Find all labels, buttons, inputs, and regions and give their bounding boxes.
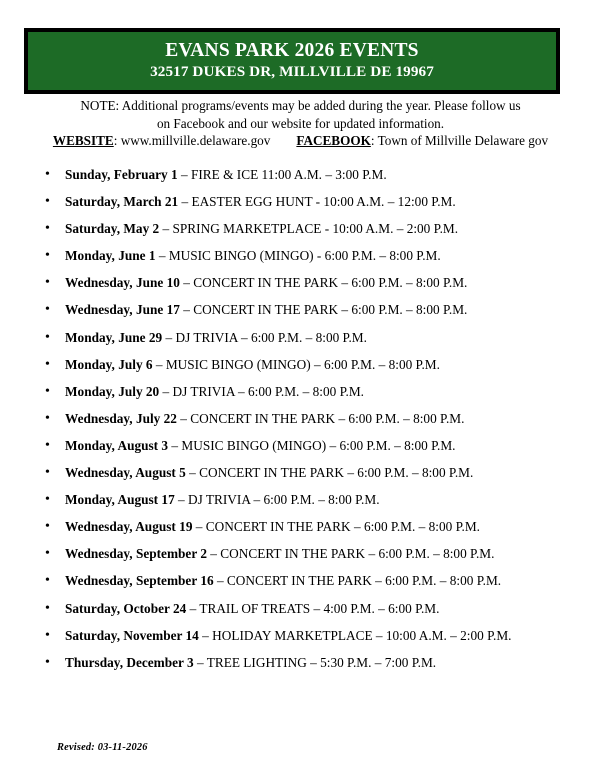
event-list-item <box>0 432 601 459</box>
event-list-item <box>0 215 601 242</box>
bullet-icon: • <box>45 275 50 291</box>
event-list-item <box>0 405 601 432</box>
event-date: Monday, July 20 <box>65 383 160 399</box>
event-description: – EASTER EGG HUNT - 10:00 A.M. – 12:00 P.M. <box>178 194 456 210</box>
event-list-item <box>0 378 601 405</box>
event-description: – FIRE & ICE 11:00 A.M. – 3:00 P.M. <box>177 167 387 182</box>
bullet-icon: • <box>45 248 50 264</box>
event-date: Monday, June 29 <box>65 329 163 345</box>
event-description: – CONCERT IN THE PARK – 6:00 P.M. – 8:00 P.M. <box>176 410 465 426</box>
event-date: Monday, August 3 <box>65 437 169 453</box>
bullet-icon: • <box>45 302 50 318</box>
bullet-icon: • <box>45 465 50 481</box>
event-description: – DJ TRIVIA – 6:00 P.M. – 8:00 P.M. <box>162 329 367 345</box>
event-description: – DJ TRIVIA – 6:00 P.M. – 8:00 P.M. <box>174 492 380 508</box>
event-list-item <box>0 622 601 649</box>
website-separator: : <box>113 133 121 148</box>
event-date: Monday, June 1 <box>65 248 156 264</box>
event-list-item <box>0 595 601 622</box>
event-list-item <box>0 540 601 567</box>
bullet-icon: • <box>45 221 50 237</box>
event-list-item <box>0 269 601 296</box>
page-title: EVANS PARK 2026 EVENTS <box>165 40 419 61</box>
facebook-value[interactable]: Town of Millville Delaware gov <box>377 133 549 148</box>
bullet-icon: • <box>45 546 50 562</box>
event-date: Saturday, October 24 <box>65 600 187 616</box>
page-subtitle-address: 32517 DUKES DR, MILLVILLE DE 19967 <box>150 63 434 80</box>
website-value[interactable]: www.millville.delaware.gov <box>120 133 271 148</box>
event-date: Saturday, May 2 <box>65 221 160 237</box>
event-description: – SPRING MARKETPLACE - 10:00 A.M. – 2:00 P.M. <box>159 221 459 237</box>
note-line-2: on Facebook and our website for updated information. <box>156 115 445 131</box>
note-block <box>18 97 583 150</box>
event-list-item <box>0 242 601 269</box>
event-list-item <box>0 486 601 513</box>
contact-line <box>18 132 583 150</box>
bullet-icon: • <box>45 519 50 535</box>
event-date: Thursday, December 3 <box>65 654 194 670</box>
bullet-icon: • <box>45 167 50 182</box>
event-date: Wednesday, June 17 <box>65 302 180 318</box>
event-list-item <box>0 513 601 540</box>
note-line-1: NOTE: Additional programs/events may be added during the year. Please follow us <box>80 98 521 113</box>
event-list-item <box>0 296 601 323</box>
event-description: – CONCERT IN THE PARK – 6:00 P.M. – 8:00 P.M. <box>185 465 474 481</box>
event-date: Wednesday, August 5 <box>65 465 186 481</box>
bullet-icon: • <box>45 437 50 453</box>
event-description: – CONCERT IN THE PARK – 6:00 P.M. – 8:00 P.M. <box>179 275 468 291</box>
event-date: Wednesday, June 10 <box>65 275 180 291</box>
event-list-item <box>0 459 601 486</box>
header-banner <box>24 28 560 94</box>
event-list-item <box>0 649 601 676</box>
bullet-icon: • <box>45 194 50 210</box>
bullet-icon: • <box>45 627 50 643</box>
event-date: Sunday, February 1 <box>65 167 178 182</box>
event-date: Wednesday, September 2 <box>65 546 207 562</box>
event-description: – CONCERT IN THE PARK – 6:00 P.M. – 8:00 P.M. <box>213 573 502 589</box>
event-description: – CONCERT IN THE PARK – 6:00 P.M. – 8:00 P.M. <box>179 302 468 318</box>
event-description: – MUSIC BINGO (MINGO) – 6:00 P.M. – 8:00 P.M. <box>152 356 440 372</box>
event-description: – HOLIDAY MARKETPLACE – 10:00 A.M. – 2:00 P.M. <box>198 627 512 643</box>
event-description: – MUSIC BINGO (MINGO) - 6:00 P.M. – 8:00 P.M. <box>155 248 441 264</box>
bullet-icon: • <box>45 654 50 670</box>
event-date: Monday, August 17 <box>65 492 175 508</box>
event-description: – MUSIC BINGO (MINGO) – 6:00 P.M. – 8:00 P.M. <box>168 437 456 453</box>
website-label: WEBSITE <box>52 133 114 148</box>
event-list-item <box>0 351 601 378</box>
event-date: Wednesday, August 19 <box>65 519 193 535</box>
event-description: – TRAIL OF TREATS – 4:00 P.M. – 6:00 P.M. <box>186 600 440 616</box>
event-list-item <box>0 324 601 351</box>
events-list <box>0 161 601 676</box>
bullet-icon: • <box>45 383 50 399</box>
bullet-icon: • <box>45 492 50 508</box>
event-list-item <box>0 567 601 594</box>
event-description: – CONCERT IN THE PARK – 6:00 P.M. – 8:00 P.M. <box>192 519 480 535</box>
bullet-icon: • <box>45 600 50 616</box>
event-date: Monday, July 6 <box>65 356 153 372</box>
event-list-item <box>0 161 601 188</box>
bullet-icon: • <box>45 410 50 426</box>
revised-date: Revised: 03-11-2026 <box>57 742 148 753</box>
bullet-icon: • <box>45 329 50 345</box>
event-description: – TREE LIGHTING – 5:30 P.M. – 7:00 P.M. <box>193 654 437 670</box>
event-list-item <box>0 188 601 215</box>
event-description: – CONCERT IN THE PARK – 6:00 P.M. – 8:00 P.M. <box>206 546 495 562</box>
event-date: Saturday, November 14 <box>65 627 199 643</box>
event-date: Saturday, March 21 <box>65 194 179 210</box>
event-description: – DJ TRIVIA – 6:00 P.M. – 8:00 P.M. <box>159 383 365 399</box>
facebook-label: FACEBOOK <box>296 133 371 148</box>
event-date: Wednesday, September 16 <box>65 573 214 589</box>
event-date: Wednesday, July 22 <box>65 410 177 426</box>
bullet-icon: • <box>45 356 50 372</box>
bullet-icon: • <box>45 573 50 589</box>
facebook-separator: : <box>370 133 378 148</box>
